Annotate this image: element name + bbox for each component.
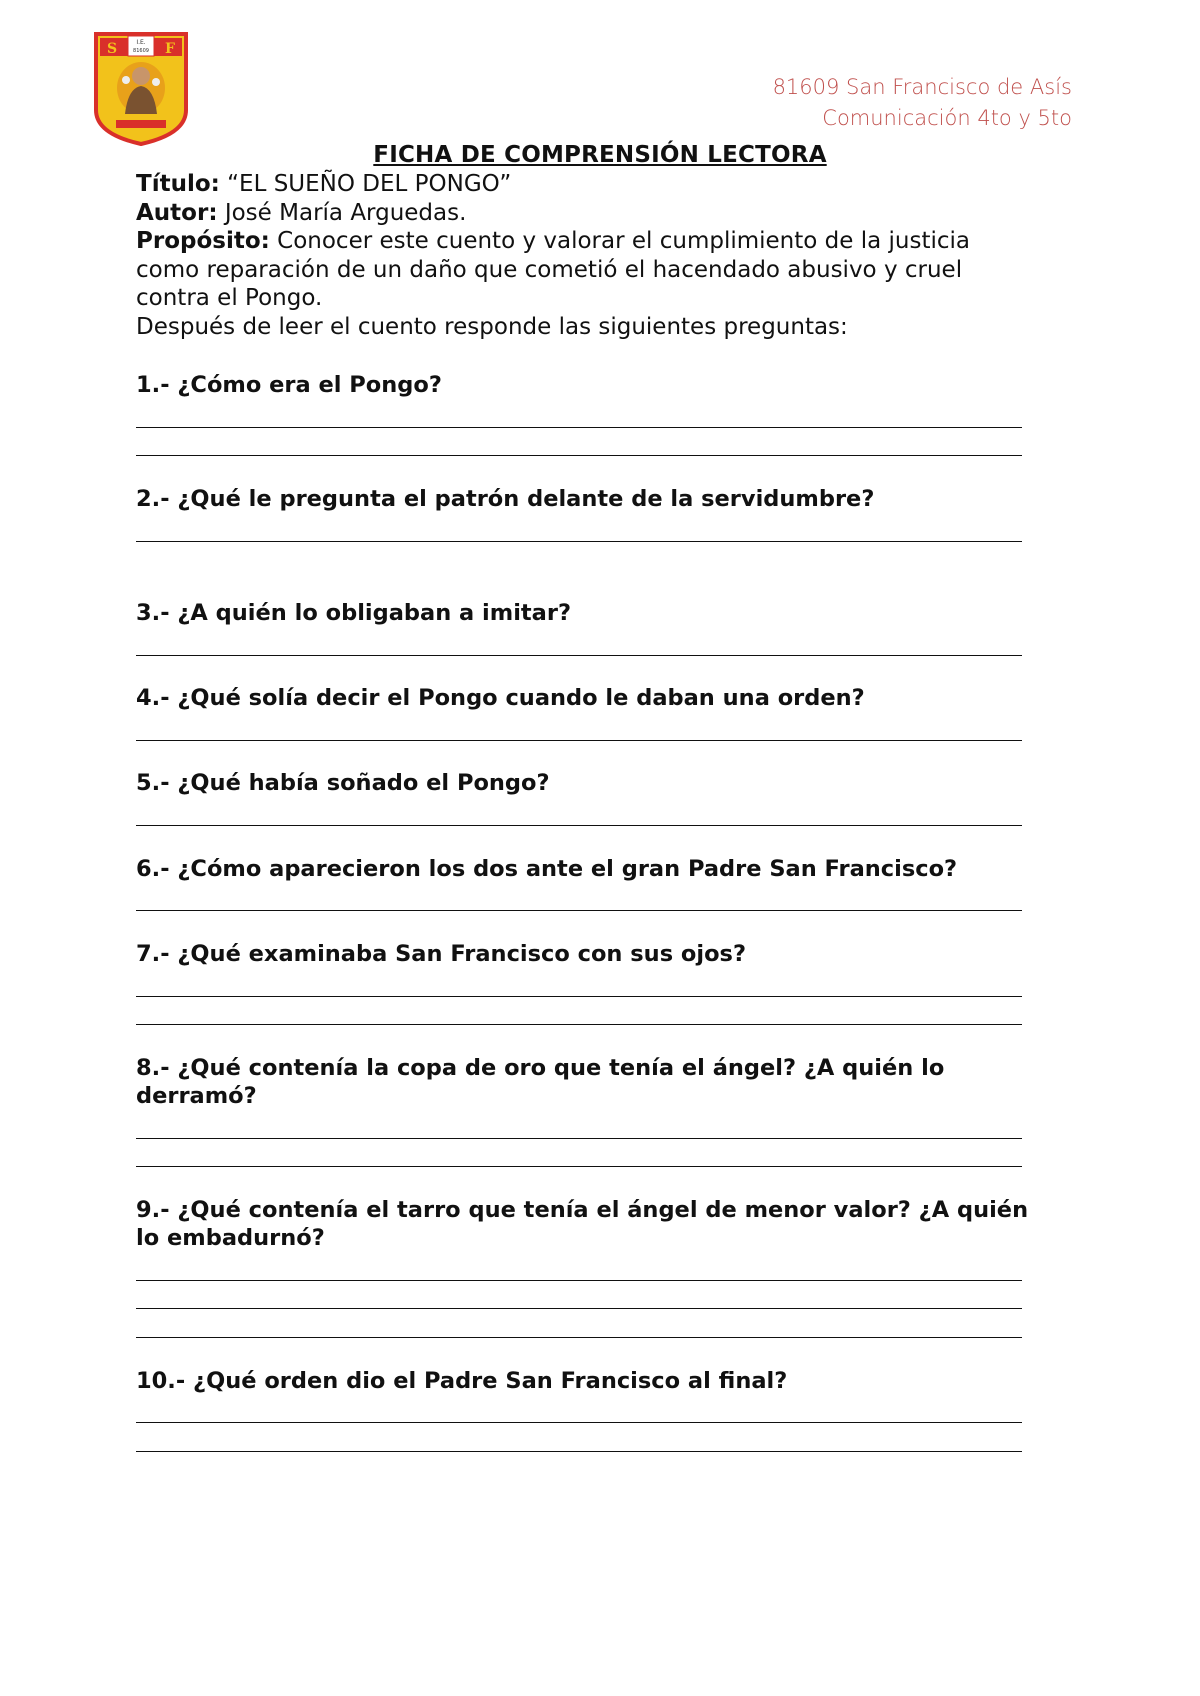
answer-line[interactable] xyxy=(136,996,1022,997)
answer-line[interactable] xyxy=(136,655,1022,656)
answer-line[interactable] xyxy=(136,740,1022,741)
svg-text:F: F xyxy=(165,41,175,57)
answer-line[interactable] xyxy=(136,910,1022,911)
autor-value: José María Arguedas. xyxy=(217,199,467,226)
answer-line[interactable] xyxy=(136,1024,1022,1025)
question-2: 2.- ¿Qué le pregunta el patrón delante de la servidumbre? xyxy=(136,486,875,512)
intro-section xyxy=(136,170,1036,341)
question-6: 6.- ¿Cómo aparecieron los dos ante el gran Padre San Francisco? xyxy=(136,856,958,882)
proposito-line xyxy=(136,227,1036,313)
instruction-text: Después de leer el cuento responde las siguientes preguntas: xyxy=(136,313,848,340)
page-title: FICHA DE COMPRENSIÓN LECTORA xyxy=(373,142,827,168)
question-4: 4.- ¿Qué solía decir el Pongo cuando le daban una orden? xyxy=(136,685,865,711)
autor-label: Autor: xyxy=(136,199,218,226)
answer-line[interactable] xyxy=(136,1422,1022,1423)
svg-text:S: S xyxy=(106,41,118,57)
school-header xyxy=(773,72,1072,134)
answer-line[interactable] xyxy=(136,427,1022,428)
answer-line[interactable] xyxy=(136,455,1022,456)
answer-line[interactable] xyxy=(136,1308,1022,1309)
question-7: 7.- ¿Qué examinaba San Francisco con sus ojos? xyxy=(136,941,746,967)
answer-line[interactable] xyxy=(136,1166,1022,1167)
school-crest-icon xyxy=(92,30,190,146)
question-3: 3.- ¿A quién lo obligaban a imitar? xyxy=(136,600,572,626)
question-5: 5.- ¿Qué había soñado el Pongo? xyxy=(136,770,550,796)
svg-text:81609: 81609 xyxy=(133,48,149,54)
answer-line[interactable] xyxy=(136,1138,1022,1139)
course-name: Comunicación 4to y 5to xyxy=(822,106,1072,130)
school-name: 81609 San Francisco de Asís xyxy=(772,75,1072,99)
answer-line[interactable] xyxy=(136,1280,1022,1281)
titulo-line xyxy=(136,170,1036,199)
autor-line xyxy=(136,199,1036,228)
titulo-value: “EL SUEÑO DEL PONGO” xyxy=(219,171,512,197)
answer-line[interactable] xyxy=(136,825,1022,826)
answer-line[interactable] xyxy=(136,1451,1022,1452)
titulo-label: Título: xyxy=(136,171,220,197)
proposito-value: Conocer este cuento y valorar el cumplimiento de la justicia como reparación de un daño que cometió el hacendado abusivo y cruel contra el Pongo. xyxy=(136,228,970,311)
answer-line[interactable] xyxy=(136,541,1022,542)
question-1: 1.- ¿Cómo era el Pongo? xyxy=(136,372,442,398)
question-9: 9.- ¿Qué contenía el tarro que tenía el ángel de menor valor? ¿A quién lo embadurnó? xyxy=(136,1197,1029,1251)
question-8: 8.- ¿Qué contenía la copa de oro que tenía el ángel? ¿A quién lo derramó? xyxy=(136,1055,945,1109)
proposito-label: Propósito: xyxy=(136,228,270,254)
question-10: 10.- ¿Qué orden dio el Padre San Francisco al final? xyxy=(136,1368,788,1394)
answer-line[interactable] xyxy=(136,1337,1022,1338)
svg-text:I.E.: I.E. xyxy=(136,39,146,46)
